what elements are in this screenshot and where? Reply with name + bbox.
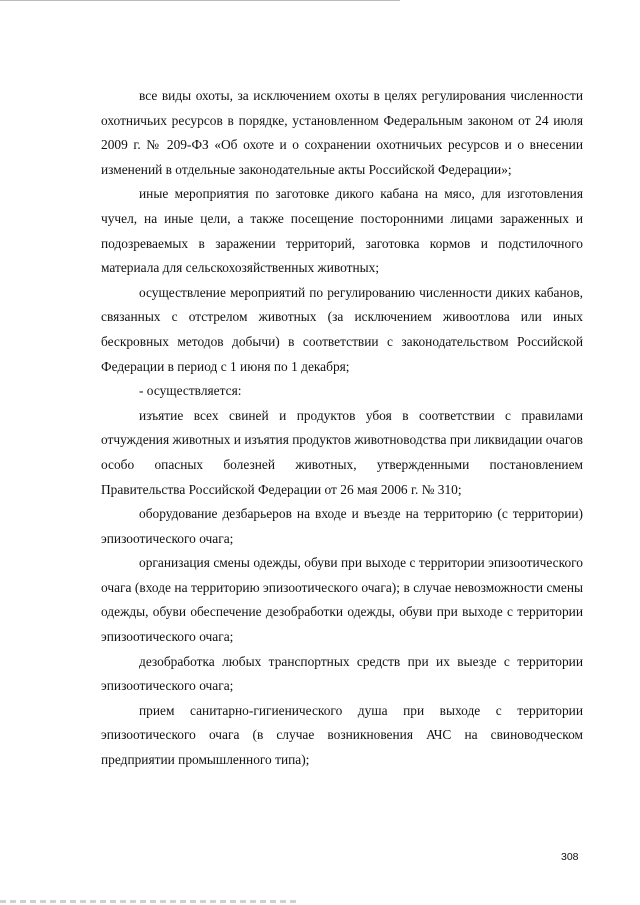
paragraph-population-regulation: осуществление мероприятий по регулированию численности диких кабанов, связанных с отстрелом животных (за исключением живоотлова или иных бескровных методов добычи) в соответствии с законодательством Российской Федерации в период с 1 июня по 1 декабря; [101,284,583,374]
scan-artifact [0,900,300,903]
paragraph-disinfection-barriers: оборудование дезбарьеров на входе и въезде на территорию (с территории) эпизоотического очага; [101,506,583,546]
paragraph-carried-out-heading: - осуществляется: [139,383,242,399]
top-border-line [0,0,400,1]
paragraph-boar-harvesting: иные мероприятия по заготовке дикого кабана на мясо, для изготовления чучел, на иные цели, а также посещение посторонними лицами зараженных и подозреваемых в заражении территорий, заготовка кормов и подстилочного материала для сельскохозяйственных животных; [101,186,583,276]
paragraph-clothing-change: организация смены одежды, обуви при выходе с территории эпизоотического очага (входе на территорию эпизоотического очага); в случае невозможности смены одежды, обуви обеспечение дезобработки одежды, обуви при выходе с территории эпизоотического очага; [101,555,583,645]
paragraph-sanitary-shower: прием санитарно-гигиенического душа при выходе с территории эпизоотического очага (в случае возникновения АЧС на свиноводческом предприятии промышленного типа); [101,702,583,768]
paragraph-vehicle-disinfection: дезобработка любых транспортных средств при их выезде с территории эпизоотического очага; [101,653,583,694]
paragraph-hunting: все виды охоты, за исключением охоты в целях регулирования численности охотничьих ресурсов в порядке, установленном Федеральным законом от 24 июля 2009 г. № 209-ФЗ «Об охоте и о сохранении охотничьих ресурсов и о внесении изменений в отдельные законодательные акты Российской Федерации»; [101,88,583,177]
page-number: 308 [561,851,579,863]
paragraph-pig-seizure: изъятие всех свиней и продуктов убоя в соответствии с правилами отчуждения животных и изъятия продуктов животноводства при ликвидации очагов особо опасных болезней животных, утвержденными постановлением Правительства Российской Федерации от 26 мая 2006 г. № 310; [101,407,583,497]
document-body [101,84,583,773]
